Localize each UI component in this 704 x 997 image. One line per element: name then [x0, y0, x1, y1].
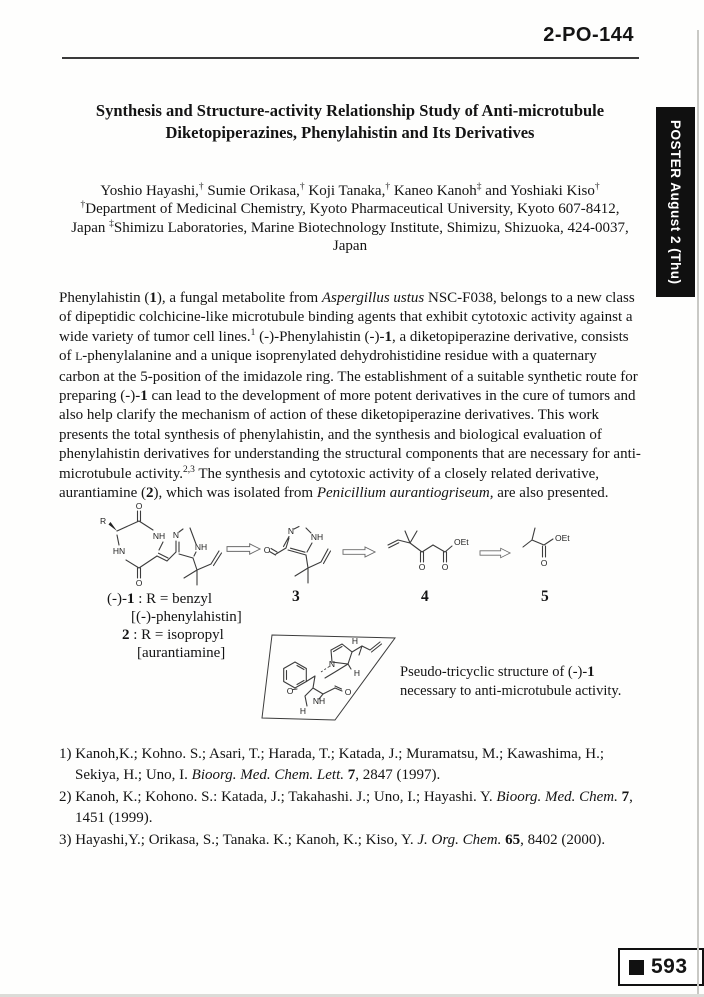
authors-line: Yoshio Hayashi,† Sumie Orikasa,† Koji Tanaka,† Kaneo Kanoh‡ and Yoshiaki Kiso†	[100, 182, 600, 199]
atom-label-N-imidazole: N	[172, 530, 180, 540]
atom-label-OEt5: OEt	[555, 533, 570, 543]
structure-1-drawing	[99, 501, 230, 593]
atom-label-OEt: OEt	[454, 537, 469, 547]
structure-3-drawing	[258, 512, 338, 592]
atom-label-H3: H	[299, 706, 307, 716]
atom-label-O-aldehyde: O	[263, 545, 271, 555]
retrosynthesis-arrow-icon	[343, 546, 376, 558]
compound-2-label: 2 : R = isopropyl	[122, 627, 224, 643]
atom-label-HN-ring: HN	[112, 546, 126, 556]
poster-session-label: POSTER August 2 (Thu)	[668, 119, 683, 285]
page-number: 593	[651, 955, 688, 978]
atom-label-NH-ring: NH	[152, 531, 166, 541]
compound-3-number: 3	[292, 588, 300, 605]
atom-label-O-ester: O	[441, 562, 449, 572]
atom-label-O-ketone: O	[418, 562, 426, 572]
atom-label-O-top: O	[135, 501, 143, 511]
retrosynthesis-arrow-icon	[480, 547, 511, 559]
reference-item-1: 1) Kanoh,K.; Kohno. S.; Asari, T.; Harada, T.; Katada, J.; Muramatsu, M.; Kawashima, H.; Sekiya, H.; Uno, I. Bioorg. Med. Chem. Lett. 7, 2847 (1997).	[59, 746, 605, 784]
paper-title	[58, 100, 642, 144]
atom-label-O1: O	[344, 687, 352, 697]
wedge-bond	[109, 522, 118, 531]
abstract-paragraph: Phenylahistin (1), a fungal metabolite from Aspergillus ustus NSC-F038, belongs to a new class of dipeptidic colchicine-like microtubule binding agents that exhibit cytotoxic activity against a wide variety of tumor cell lines.$^1$ (-)-Phenylahistin (-)-1, a diketopiperazine derivative, consists of L-phenylalanine and a unique isoprenylated dehydrohistidine residue with a quaternary carbon at the 5-position of the imidazole ring. The establishment of a suitable synthetic route for preparing (-)-1 can lead to the development of more potent derivatives in the cure of tumors and also help clarify the mechanism of action of these diketopiperazine derivatives. This work presents the total synthesis of phenylahistin, and the synthesis and biological evaluation of phenylahistin derivatives for understanding the structural components that are necessary for anti-microtubule activity.$^{2,3}$ The synthesis and cytotoxic activity of a closely related derivative, aurantiamine (2), which was isolated from Penicillium aurantiogriseum, are also presented.	[59, 290, 641, 502]
poster-session-banner	[656, 107, 695, 297]
scan-edge-line	[697, 30, 699, 997]
atom-label-H1: H	[351, 636, 359, 646]
atom-label-O-ester5: O	[540, 558, 548, 568]
atom-label-NH-imidazole: NH	[194, 542, 208, 552]
retrosynthesis-arrow-icon	[227, 543, 261, 555]
compound-1-name: [(-)-phenylahistin]	[131, 609, 242, 625]
affiliation-line-1: †Department of Medicinal Chemistry, Kyoto Pharmaceutical University, Kyoto 607-8412,	[80, 200, 620, 218]
compound-5-number: 5	[541, 588, 549, 605]
atom-label-R: R	[99, 516, 107, 526]
atom-label-H2: H	[353, 668, 361, 678]
caption-line-2: necessary to anti-microtubule activity.	[400, 683, 622, 699]
atom-label-O2: O	[286, 686, 294, 696]
atom-label-N-imidazole3: N	[287, 526, 295, 536]
figure-caption	[400, 663, 635, 701]
pseudo-tricyclic-drawing	[255, 632, 405, 724]
header-rule	[62, 57, 639, 59]
structure-4-drawing	[385, 512, 480, 577]
atom-label-NH-imidazole3: NH	[310, 532, 324, 542]
compound-4-number: 4	[421, 588, 429, 605]
atom-label-N1: N	[328, 659, 336, 669]
compound-1-label: (-)-1 : R = benzyl	[107, 591, 213, 607]
compound-2-name: [aurantiamine]	[137, 645, 226, 661]
affiliation-line-2: Japan ‡Shimizu Laboratories, Marine Biotechnology Institute, Shimizu, Shizuoka, 424-0037,	[71, 218, 629, 236]
atom-label-O-bottom: O	[135, 578, 143, 588]
title-line-2: Diketopiperazines, Phenylahistin and Its Derivatives	[165, 123, 535, 142]
atom-label-NH1: NH	[312, 696, 326, 706]
reference-item-3: 3) Hayashi,Y.; Orikasa, S.; Tanaka. K.; Kanoh, K.; Kiso, Y. J. Org. Chem. 65, 8402 (2000).	[59, 831, 606, 848]
page-number-badge	[618, 948, 704, 986]
references-list	[59, 744, 647, 851]
byline-block	[40, 182, 660, 256]
reference-item-2: 2) Kanoh, K.; Kohono. S.: Katada, J.; Takahashi. J.; Uno, I.; Hayashi. Y. Bioorg. Med. Chem. 7, 1451 (1999).	[59, 788, 633, 827]
caption-line-1: Pseudo-tricyclic structure of (-)-1	[400, 664, 595, 680]
title-line-1: Synthesis and Structure-activity Relationship Study of Anti-microtubule	[95, 101, 605, 120]
session-code: 2-PO-144	[543, 24, 634, 46]
affiliation-line-3: Japan	[332, 238, 368, 255]
structure-5-drawing	[520, 515, 580, 575]
page-marker-square-icon	[629, 960, 644, 975]
